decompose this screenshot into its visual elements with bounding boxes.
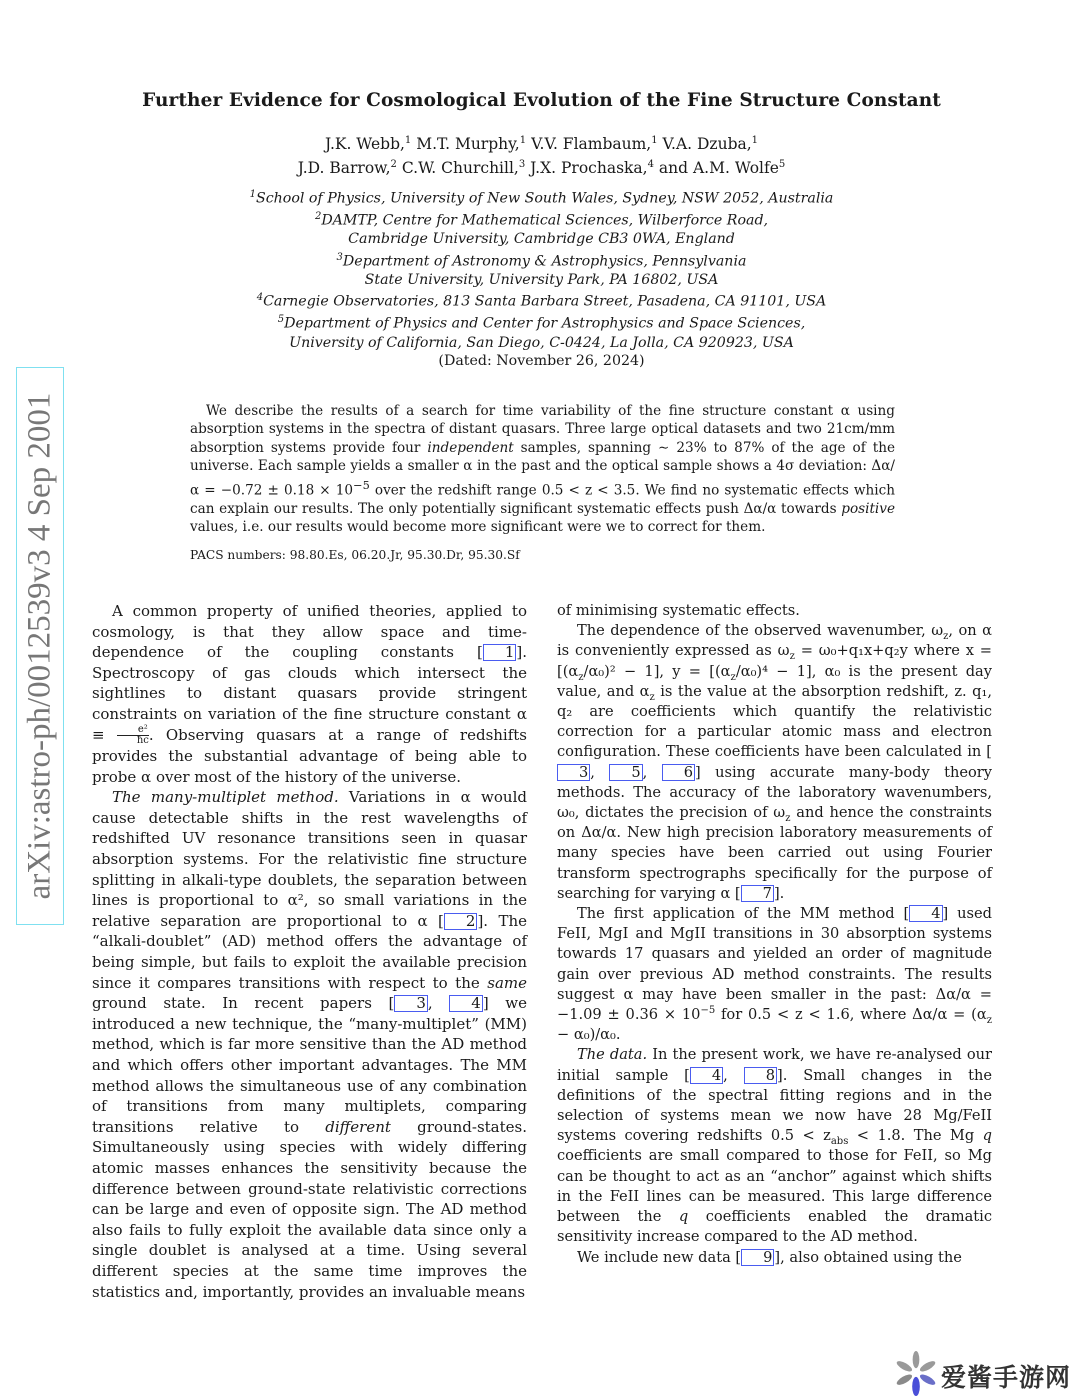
citation-link[interactable]: 8 [744,1067,777,1084]
author: C.W. Churchill,$^3$ [401,159,526,178]
affiliation-2: $^2$DAMTP, Centre for Mathematical Sciences, Wilberforce Road, [314,211,769,229]
author: V.V. Flambaum,$^1$ [531,135,658,154]
paragraph-the-data: The data. In the present work, we have re-analysed our initial sample [ 4 , 8 ]. Small changes in the definitions of the spectral fitting regions and in the selection of systems mean we now have 28 Mg/FeII systems covering redshifts $0.5 < z_{abs} < 1.8$. The Mg q coefficients are small compared to those for FeII, so Mg can be thought to act as an “anchor” against which shifts in the FeII lines can be measured. This large difference between the q coefficients enabled the dramatic sensitivity increase compared to the AD method. [557,1046,992,1246]
affiliation-2-cont: Cambridge University, Cambridge CB3 0WA, England [348,231,735,248]
pacs-numbers: PACS numbers: 98.80.Es, 06.20.Jr, 95.30.Dr, 95.30.Sf [190,548,520,562]
paragraph-new-data: We include new data [ 9 ], also obtained using the [577,1248,962,1266]
author: J.X. Prochaska,$^4$ [530,159,654,178]
affiliation-5-cont: University of California, San Diego, C-0424, La Jolla, CA 920923, USA [289,334,794,351]
citation-link[interactable]: 3 [557,764,590,781]
citation-link[interactable]: 6 [662,764,695,781]
affiliation-5: $^5$Department of Physics and Center for Astrophysics and Space Sciences, [277,314,806,333]
affiliation-4: $^4$Carnegie Observatories, 813 Santa Barbara Street, Pasadena, CA 91101, USA [256,292,827,310]
citation-link[interactable]: 4 [449,995,483,1012]
arxiv-identifier-text: arXiv:astro-ph/0012539v3 4 Sep 2001 [21,392,58,900]
affiliation-3-cont: State University, University Park, PA 16802, USA [364,271,719,288]
paper-title: Further Evidence for Cosmological Evolution of the Fine Structure Constant [142,90,941,111]
paragraph-wavenumber: The dependence of the observed wavenumber, $\omega_z$, on α is conveniently expressed as $\omega_z = \omega_0+q_1x+q_2y$ where $x = [(\alpha_z/\alpha_0)^2 - 1]$, $y = [(\alpha_z/\alpha_0)^4 - 1]$, α₀ is the present day value, and $\alpha_z$ is the value at the absorption redshift, z. q₁, q₂ are coefficients which quantify the relativistic correction for a particular atomic mass and electron configuration. These coefficients have been calculated in [3 , 5 , 6 ] using accurate many-body theory methods. The accuracy of the laboratory wavenumbers, ω₀, dictates the precision of $\omega_z$ and hence the constraints on Δα/α. New high precision laboratory measurements of many species have been carried out using Fourier transform spectrographs specifically for the purpose of searching for varying α [ 7 ]. [557,622,993,902]
citation-link[interactable]: 3 [394,995,428,1012]
asterisk-flower-logo-icon [893,1350,939,1396]
section-heading: The data. [577,1046,648,1064]
author-line-2 [0,159,1080,177]
author: J.K. Webb,$^1$ [324,135,412,154]
affiliation-1: $^1$School of Physics, University of New South Wales, Sydney, NSW 2052, Australia [249,189,834,207]
citation-link[interactable]: 4 [909,905,942,922]
paragraph-first-application: The first application of the MM method [ 4 ] used FeII, MgI and MgII transitions in 30 absorption systems towards 17 quasars and yielded an order of magnitude gain over previous AD method constraints. The results suggest α may have been smaller in the past: $\Delta\alpha/\alpha = -1.09 \pm 0.36 \times 10^{-5}$ for 0.5 < z < 1.6, where $\Delta\alpha/\alpha = (\alpha_z - \alpha_0)/\alpha_0$. [557,905,992,1044]
citation-link[interactable]: 4 [690,1067,723,1084]
author: and A.M. Wolfe$^5$ [658,159,786,178]
affiliations [0,186,1080,370]
citation-link[interactable]: 7 [741,885,774,902]
author-line-1 [0,135,1080,153]
author: J.D. Barrow,$^2$ [297,159,397,178]
citation-link[interactable]: 2 [444,913,478,930]
paragraph-continued: of minimising systematic effects. [557,602,800,619]
abstract: We describe the results of a search for time variability of the fine structure constant α using absorption systems in the spectra of distant quasars. Three large optical datasets and two 21cm/mm absorption systems provide four independent samples, spanning ∼ 23% to 87% of the age of the universe. Each sample yields a smaller α in the past and the optical sample shows a 4σ deviation: $\Delta\alpha/\alpha = -0.72 \pm 0.18 \times 10^{-5}$ over the redshift range 0.5 < z < 3.5. We find no systematic effects which can explain our results. The only potentially significant systematic effects push Δα/α towards positive values, i.e. our results would become more significant were we to correct for them. [190,403,895,535]
arxiv-identifier-stamp[interactable] [16,367,64,925]
citation-link[interactable]: 9 [741,1249,774,1266]
section-heading: The many-multiplet method. [112,788,339,807]
paragraph-intro: A common property of unified theories, applied to cosmology, is that they allow space and time-dependence of the coupling constants [ 1 ]. Spectroscopy of gas clouds which intersect the sightlines to distant quasars provide stringent constraints on variation of the fine structure constant α ≡ $\frac{\text{e²}}{ħc}$ . Observing quasars at a range of redshifts provides the substantial advantage of being able to probe α over most of the history of the universe. [92,602,527,786]
author: M.T. Murphy,$^1$ [416,135,527,154]
author: V.A. Dzuba,$^1$ [662,135,759,154]
paragraph-mm-method: The many-multiplet method. Variations in α would cause detectable shifts in the rest wavelengths of redshifted UV resonance transitions seen in quasar absorption systems. For the relativistic fine structure splitting in alkali-type doublets, the separation between lines is proportional to α², so small variations in the relative separation are proportional to α [ 2 ]. The “alkali-doublet” (AD) method offers the advantage of being simple, but fails to exploit the available precision since it compares transitions with respect to the same ground state. In recent papers [ 3 , 4 ] we introduced a new technique, the “many-multiplet” (MM) method, which is far more sensitive than the AD method and which offers other important advantages. The MM method allows the simultaneous use of any combination of transitions from many multiplets, comparing transitions relative to different ground-states. Simultaneously using species with widely differing atomic masses enhances the sensitivity because the difference between ground-state relativistic corrections can be large and even of opposite sign. The AD method also fails to fully exploit the available data since only a single doublet is analysed at a time. Using several different species at the same time improves the statistics and, importantly, provides an invaluable means [92,788,528,1301]
body-column-right [557,601,992,1268]
body-column-left [92,601,527,1302]
date-line: (Dated: November 26, 2024) [438,352,645,369]
citation-link[interactable]: 1 [483,644,517,661]
citation-link[interactable]: 5 [609,764,642,781]
site-watermark [893,1350,1073,1396]
affiliation-3: $^3$Department of Astronomy & Astrophysics, Pennsylvania [336,251,747,270]
watermark-text: 爱酱手游网 [941,1363,1072,1392]
